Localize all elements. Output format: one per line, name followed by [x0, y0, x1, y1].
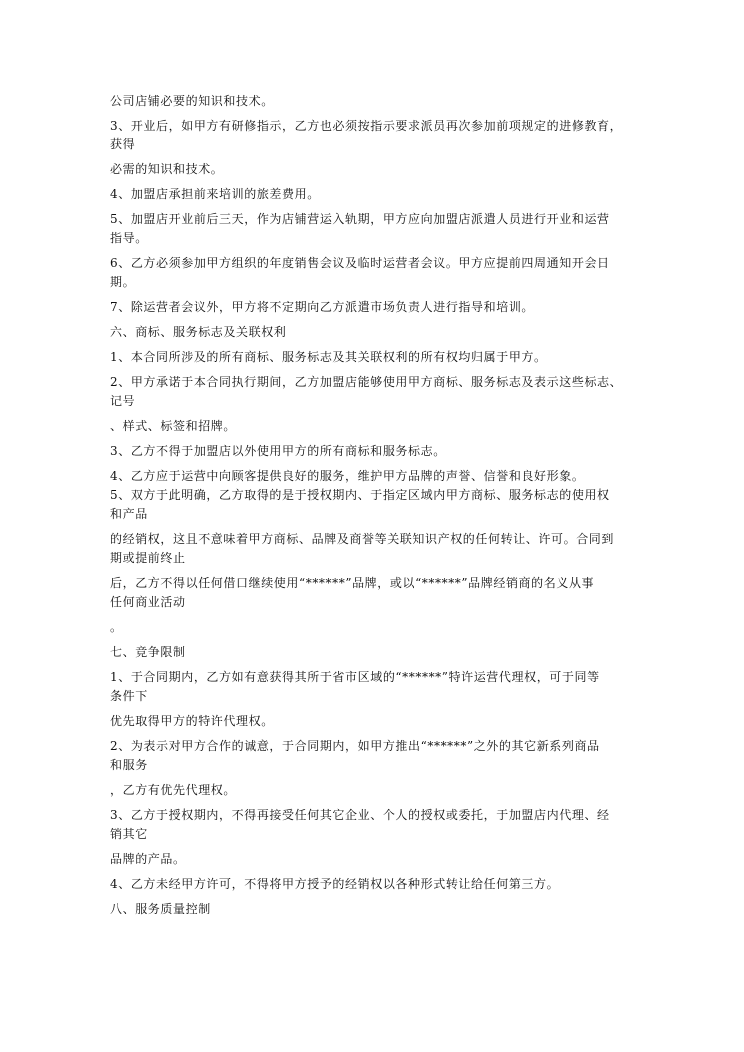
text-line: 期。 — [110, 275, 136, 289]
text-line: 必需的知识和技术。 — [110, 162, 224, 176]
text-line: 5、加盟店开业前后三天，作为店铺营运入轨期，甲方应向加盟店派遣人员进行开业和运营 — [110, 212, 610, 226]
text-line: 优先取得甲方的特许代理权。 — [110, 714, 274, 728]
text-line: 指导。 — [110, 231, 148, 245]
text-line: 品牌的产品。 — [110, 852, 186, 866]
text-line: 3、乙方于授权期内，不得再接受任何其它企业、个人的授权或委托，于加盟店内代理、经 — [110, 808, 610, 822]
text-line: 公司店铺必要的知识和技术。 — [110, 94, 274, 108]
text-line: 3、乙方不得于加盟店以外使用甲方的所有商标和服务标志。 — [110, 444, 446, 458]
section-heading: 八、服务质量控制 — [110, 902, 211, 916]
text-line: 任何商业活动 — [110, 595, 186, 609]
text-line: ，乙方有优先代理权。 — [110, 783, 237, 797]
text-line: 记号 — [110, 394, 136, 408]
text-line: 后，乙方不得以任何借口继续使用“******”品牌，或以“******”品牌经销商的名义从事 — [110, 576, 595, 590]
text-line: 5、双方于此明确，乙方取得的是于授权期内、于指定区域内甲方商标、服务标志的使用权 — [110, 488, 610, 502]
text-line: 3、开业后，如甲方有研修指示，乙方也必须按指示要求派员再次参加前项规定的进修教育， — [110, 119, 623, 133]
text-line: 7、除运营者会议外，甲方将不定期向乙方派遣市场负责人进行指导和培训。 — [110, 300, 535, 314]
text-line: 条件下 — [110, 689, 148, 703]
text-line: 和服务 — [110, 758, 148, 772]
text-line: 期或提前终止 — [110, 551, 186, 565]
text-line: 获得 — [110, 137, 136, 151]
text-line: 4、乙方应于运营中向顾客提供良好的服务，维护甲方品牌的声誉、信誉和良好形象。 — [110, 469, 585, 483]
text-line: 2、为表示对甲方合作的诚意，于合同期内，如甲方推出“******”之外的其它新系列商品 — [110, 739, 600, 753]
text-line: 、样式、标签和招牌。 — [110, 419, 237, 433]
section-heading: 七、竞争限制 — [110, 645, 186, 659]
text-line: 6、乙方必须参加甲方组织的年度销售会议及临时运营者会议。甲方应提前四周通知开会日 — [110, 256, 610, 270]
text-line: 和产品 — [110, 507, 148, 521]
text-line: 1、于合同期内，乙方如有意获得其所于省市区域的“******”特许运营代理权，可于同等 — [110, 670, 600, 684]
section-heading: 六、商标、服务标志及关联权利 — [110, 325, 287, 339]
text-line: 2、甲方承诺于本合同执行期间，乙方加盟店能够使用甲方商标、服务标志及表示这些标志、 — [110, 375, 623, 389]
text-line: 。 — [110, 620, 123, 634]
text-line: 4、乙方未经甲方许可，不得将甲方授予的经销权以各种形式转让给任何第三方。 — [110, 877, 560, 891]
text-line: 1、本合同所涉及的所有商标、服务标志及其关联权利的所有权均归属于甲方。 — [110, 350, 547, 364]
text-line: 的经销权，这且不意味着甲方商标、品牌及商誉等关联知识产权的任何转让、许可。合同到 — [110, 532, 615, 546]
text-line: 销其它 — [110, 827, 148, 841]
text-line: 4、加盟店承担前来培训的旅差费用。 — [110, 187, 320, 201]
